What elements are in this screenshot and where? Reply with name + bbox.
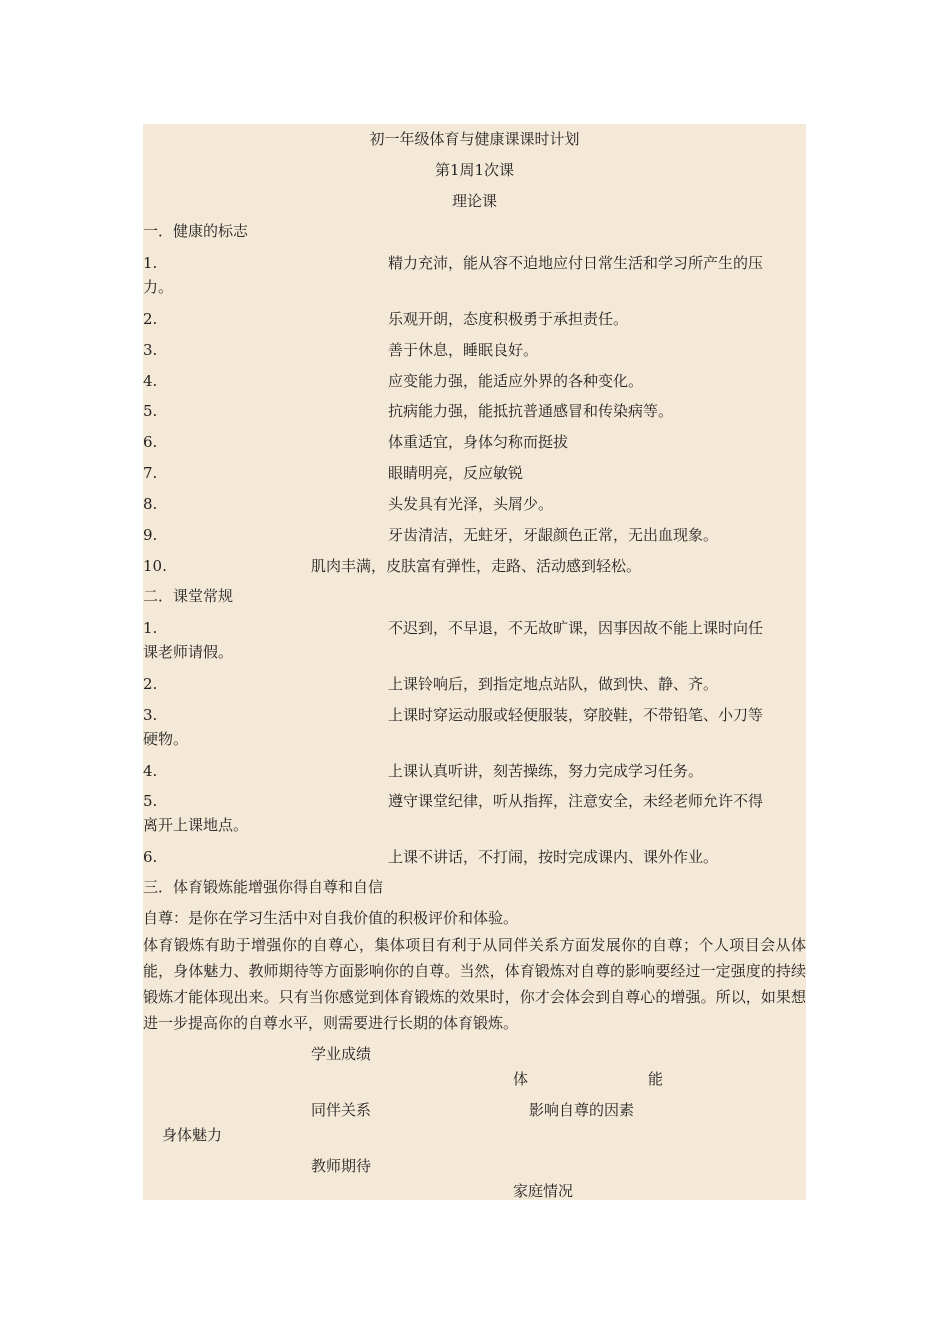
section-heading: 二．课堂常规 (143, 587, 234, 605)
item-continuation: 课老师请假。 (143, 643, 234, 661)
item-number: 6. (143, 848, 158, 866)
item-number: 3. (143, 706, 158, 724)
item-text: 抗病能力强，能抵抗普通感冒和传染病等。 (388, 402, 674, 420)
section-heading: 一．健康的标志 (143, 222, 249, 240)
item-text: 眼睛明亮，反应敏锐 (388, 464, 524, 482)
document-subtitle: 第1周1次课 (434, 161, 515, 179)
section-heading: 三．体育锻炼能增强你得自尊和自信 (143, 878, 384, 896)
item-number: 6. (143, 433, 158, 451)
item-continuation: 硬物。 (143, 730, 189, 748)
item-continuation: 离开上课地点。 (143, 816, 249, 834)
item-number: 4. (143, 762, 158, 780)
diagram-fitness-left: 体 (513, 1070, 529, 1088)
item-number: 5. (143, 792, 158, 810)
item-text: 上课时穿运动服或轻便服装，穿胶鞋，不带铅笔、小刀等 (388, 706, 764, 724)
item-number: 8. (143, 495, 158, 513)
diagram-body: 身体魅力 (162, 1126, 223, 1144)
item-text: 应变能力强，能适应外界的各种变化。 (388, 372, 644, 390)
item-number: 9. (143, 526, 158, 544)
item-number: 1. (143, 619, 158, 637)
item-text: 牙齿清洁，无蛀牙，牙龈颜色正常，无出血现象。 (388, 526, 719, 544)
item-text: 上课铃响后，到指定地点站队，做到快、静、齐。 (388, 675, 719, 693)
lesson-type: 理论课 (451, 192, 497, 210)
item-number: 4. (143, 372, 158, 390)
item-text: 肌肉丰满，皮肤富有弹性，走路、活动感到轻松。 (311, 557, 642, 575)
diagram-fitness-right: 能 (648, 1070, 664, 1088)
diagram-teacher: 教师期待 (311, 1157, 372, 1175)
body-paragraph: 体育锻炼有助于增强你的自尊心，集体项目有利于从同伴关系方面发展你的自尊；个人项目会从体能，身体魅力、教师期待等方面影响你的自尊。当然，体育锻炼对自尊的影响要经过一定强度的持续锻炼才能体现出来。只有当你感觉到体育锻炼的效果时，你才会体会到自尊心的增强。所以，如果想进一步提高你的自尊水平，则需要进行长期的体育锻炼。 (143, 936, 806, 1032)
item-number: 7. (143, 464, 158, 482)
diagram-family: 家庭情况 (513, 1182, 574, 1200)
diagram-center: 影响自尊的因素 (529, 1101, 635, 1119)
item-text: 精力充沛，能从容不迫地应付日常生活和学习所产生的压 (388, 254, 764, 272)
item-text: 善于休息，睡眠良好。 (388, 341, 539, 359)
item-number: 1. (143, 254, 158, 272)
item-text: 遵守课堂纪律，听从指挥，注意安全，未经老师允许不得 (388, 792, 764, 810)
item-continuation: 力。 (143, 278, 174, 296)
item-text: 体重适宜，身体匀称而挺拔 (388, 433, 569, 451)
item-number: 10. (143, 557, 167, 575)
document-title: 初一年级体育与健康课课时计划 (369, 130, 580, 148)
item-number: 2. (143, 310, 158, 328)
diagram-peers: 同伴关系 (311, 1101, 372, 1119)
item-text: 上课认真听讲，刻苦操练，努力完成学习任务。 (388, 762, 704, 780)
item-text: 不迟到，不早退，不无故旷课，因事因故不能上课时向任 (388, 619, 764, 637)
item-text: 头发具有光泽，头屑少。 (388, 495, 554, 513)
item-number: 5. (143, 402, 158, 420)
item-number: 2. (143, 675, 158, 693)
diagram-academic: 学业成绩 (311, 1045, 372, 1063)
definition-text: 自尊：是你在学习生活中对自我价值的积极评价和体验。 (143, 909, 519, 927)
document-panel (143, 124, 806, 1200)
item-text: 上课不讲话，不打闹，按时完成课内、课外作业。 (388, 848, 719, 866)
item-text: 乐观开朗，态度积极勇于承担责任。 (388, 310, 629, 328)
item-number: 3. (143, 341, 158, 359)
